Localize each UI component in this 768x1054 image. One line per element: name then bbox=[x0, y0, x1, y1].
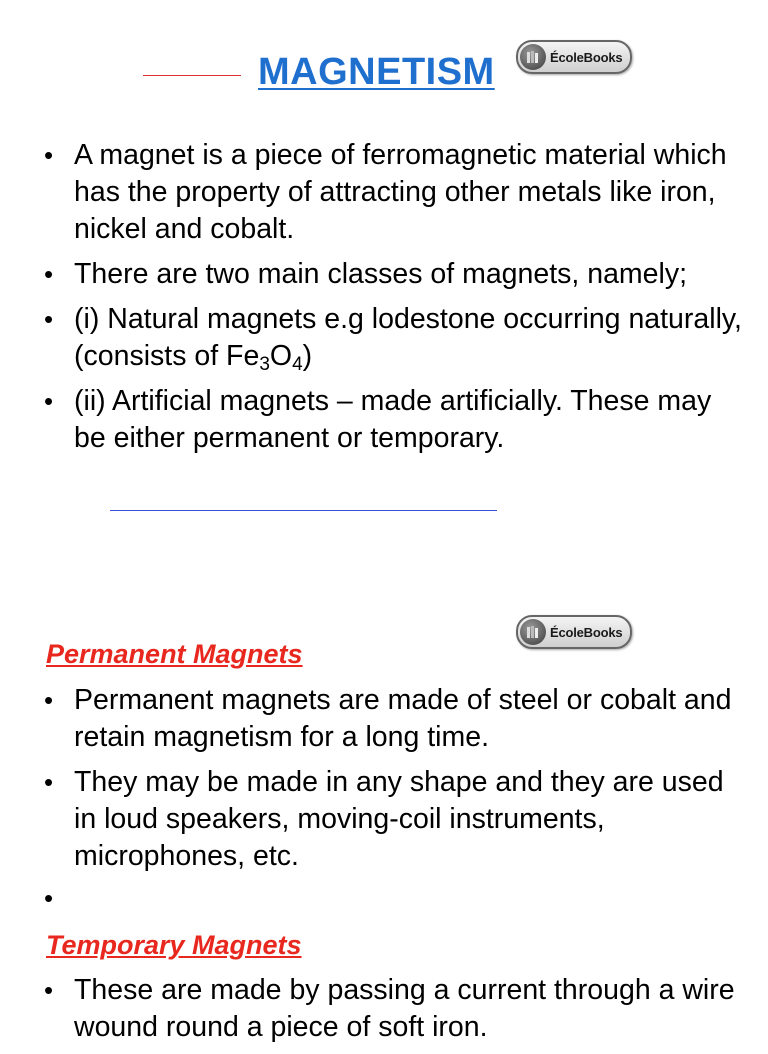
natural-text: (i) Natural magnets e.g lodestone occurring naturally, (consists of Fe bbox=[74, 303, 742, 372]
blue-divider bbox=[110, 510, 497, 511]
temporary-magnets-heading: Temporary Magnets bbox=[46, 930, 302, 960]
natural-text: O bbox=[269, 340, 293, 372]
empty-bullet: • bbox=[44, 883, 54, 913]
logo-text: ÉcoleBooks bbox=[550, 49, 623, 65]
temporary-list bbox=[44, 972, 744, 1054]
logo-badge bbox=[516, 40, 632, 74]
intro-list bbox=[44, 137, 744, 465]
permanent-magnets-heading: Permanent Magnets bbox=[46, 639, 303, 669]
red-divider bbox=[143, 75, 241, 76]
list-item: • A magnet is a piece of ferromagnetic material which has the property of attracting other metals like iron, nickel and cobalt. bbox=[44, 137, 744, 248]
list-item: • (ii) Artificial magnets – made artificially. These may be either permanent or temporary. bbox=[44, 383, 744, 457]
permanent-list bbox=[44, 682, 744, 883]
logo-badge bbox=[516, 615, 632, 649]
list-item: • These are made by passing a current through a wire wound round a piece of soft iron. bbox=[44, 972, 744, 1046]
list-item bbox=[44, 301, 744, 375]
subscript: 3 bbox=[259, 354, 270, 375]
list-item: • They may be made in any shape and they are used in loud speakers, moving-coil instruments, microphones, etc. bbox=[44, 764, 744, 875]
subscript: 4 bbox=[292, 354, 303, 375]
books-icon bbox=[520, 44, 546, 70]
ecolebooks-logo bbox=[516, 40, 632, 74]
logo-text: ÉcoleBooks bbox=[550, 624, 623, 640]
books-icon bbox=[520, 619, 546, 645]
natural-text: ) bbox=[302, 340, 313, 372]
list-item: • There are two main classes of magnets, namely; bbox=[44, 256, 744, 293]
ecolebooks-logo bbox=[516, 615, 632, 649]
page-title: MAGNETISM bbox=[258, 51, 495, 93]
list-item: • Permanent magnets are made of steel or cobalt and retain magnetism for a long time. bbox=[44, 682, 744, 756]
